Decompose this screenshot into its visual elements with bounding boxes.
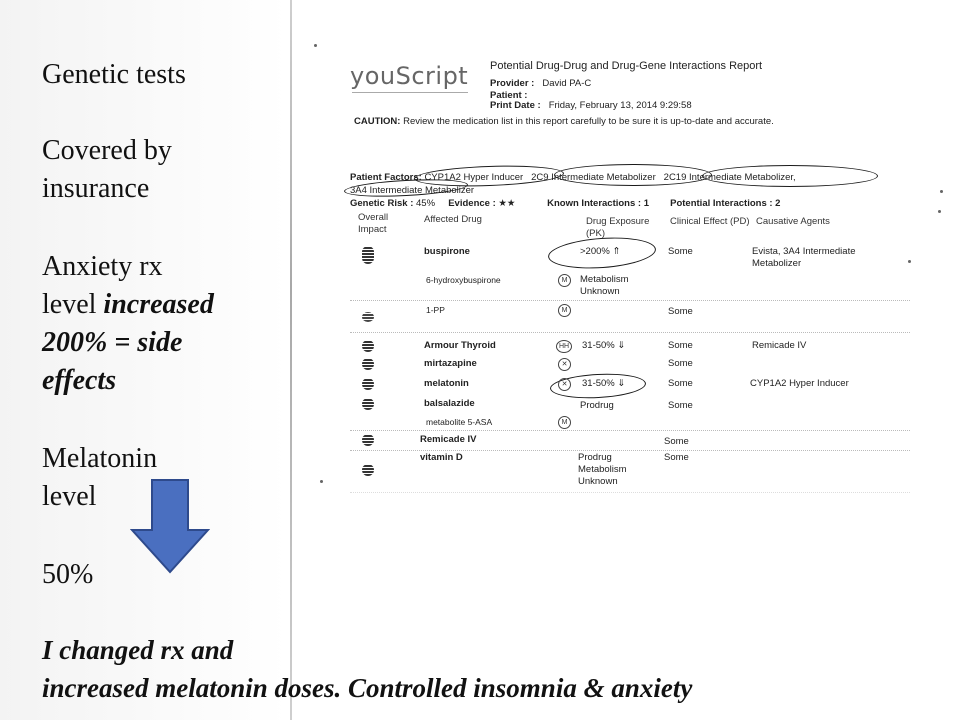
circle-annotation <box>554 164 712 186</box>
known-interactions: Known Interactions : 1 <box>547 198 649 209</box>
note-covered-by: Covered by <box>42 135 172 166</box>
provider-line <box>490 78 591 89</box>
provider-value: David PA-C <box>542 78 592 89</box>
note-200-percent: 200% = side <box>42 327 183 358</box>
table-row <box>350 416 910 436</box>
impact-icon <box>362 464 374 476</box>
print-date-value: Friday, February 13, 2014 9:29:58 <box>548 100 692 111</box>
evidence-label: Evidence : <box>448 198 496 209</box>
clinical-effect: Some <box>668 358 693 369</box>
causative-agents: CYP1A2 Hyper Inducer <box>750 378 849 389</box>
col-drug-exposure: Drug Exposure (PK) <box>586 216 650 239</box>
genetic-risk-value: 45% <box>416 198 436 209</box>
note-anxiety-rx: Anxiety rx <box>42 251 163 282</box>
drug-name: 1-PP <box>426 305 445 315</box>
table-row <box>350 274 910 297</box>
clinical-effect: Some <box>664 436 689 447</box>
table-row <box>350 378 910 398</box>
potential-interactions: Potential Interactions : 2 <box>670 198 781 209</box>
impact-icon <box>362 378 374 390</box>
interaction-icon: ✕ <box>558 378 571 391</box>
patient-factors-label: Patient Factors: <box>350 172 422 183</box>
interaction-icon: HH <box>556 340 572 353</box>
row-divider <box>350 450 910 451</box>
drug-name: buspirone <box>424 246 470 257</box>
table-row <box>350 340 910 360</box>
factor-cyp1a2: CYP1A2 Hyper Inducer <box>424 172 524 183</box>
causative-agents: Remicade IV <box>752 340 807 351</box>
impact-icon <box>362 312 374 322</box>
logo-underline <box>352 92 468 93</box>
impact-icon <box>362 398 374 410</box>
scanned-report <box>290 0 960 720</box>
drug-name: Armour Thyroid <box>424 340 496 351</box>
drug-name: metabolite 5-ASA <box>426 417 493 427</box>
drug-name: balsalazide <box>424 398 475 409</box>
drug-name: mirtazapine <box>424 358 477 369</box>
note-level-increased <box>42 286 214 324</box>
note-effects: effects <box>42 365 117 396</box>
provider-label: Provider : <box>490 78 535 89</box>
note-level-text: level <box>42 289 104 320</box>
circle-annotation <box>702 165 878 187</box>
row-divider <box>350 492 910 493</box>
drug-exposure: Prodrug Metabolism Unknown <box>578 452 627 487</box>
print-date-line <box>490 100 692 111</box>
scan-speck <box>314 44 317 47</box>
factor-3a4-line: 3A4 Intermediate Metabolizer <box>350 185 475 196</box>
table-row <box>350 434 910 454</box>
col-clinical-effect: Clinical Effect (PD) <box>670 216 750 227</box>
caution-line <box>354 116 774 127</box>
impact-icon <box>362 434 374 446</box>
impact-icon <box>362 358 374 370</box>
clinical-effect: Some <box>668 246 693 257</box>
row-divider <box>350 430 910 431</box>
note-genetic-tests: Genetic tests <box>42 59 186 90</box>
clinical-effect: Some <box>664 452 689 463</box>
drug-name: Remicade IV <box>420 434 477 445</box>
drug-name: vitamin D <box>420 452 463 463</box>
caution-text: Review the medication list in this report carefully to be sure it is up-to-date and accurate. <box>403 116 774 127</box>
scan-speck <box>940 190 943 193</box>
left-notes <box>42 0 292 720</box>
table-row <box>350 398 910 418</box>
clinical-effect: Some <box>668 306 693 317</box>
metabolite-icon: M <box>558 304 571 317</box>
note-insurance: insurance <box>42 173 150 204</box>
down-arrow-icon <box>130 478 210 574</box>
statement-line-1: I changed rx and <box>42 635 234 665</box>
table-row <box>350 304 910 324</box>
causative-agents: Evista, 3A4 Intermediate Metabolizer <box>752 246 856 269</box>
youscript-logo: youScript <box>350 62 469 90</box>
metabolite-icon: M <box>558 416 571 429</box>
note-50-percent: 50% <box>42 559 94 590</box>
clinical-effect: Some <box>668 400 693 411</box>
col-overall-impact: Overall Impact <box>358 212 389 235</box>
factor-2c19: 2C19 Intermediate Metabolizer, <box>663 172 796 183</box>
drug-exposure: 31-50% ⇓ <box>582 340 626 351</box>
table-row <box>350 358 910 378</box>
factor-2c9: 2C9 Intermediate Metabolizer <box>531 172 656 183</box>
scan-edge <box>290 0 292 720</box>
metabolite-icon: M <box>558 274 571 287</box>
table-row <box>350 246 910 269</box>
caution-label: CAUTION: <box>354 116 401 127</box>
table-row <box>350 452 910 487</box>
note-melatonin: Melatonin <box>42 443 158 474</box>
col-affected-drug: Affected Drug <box>424 214 482 225</box>
impact-icon <box>362 340 374 352</box>
drug-name: melatonin <box>424 378 469 389</box>
scan-speck <box>320 480 323 483</box>
scan-speck <box>938 210 941 213</box>
genetic-risk-label: Genetic Risk : <box>350 198 414 209</box>
risk-line <box>350 198 780 209</box>
drug-exposure: Metabolism Unknown <box>580 274 629 297</box>
evidence-stars: ★★ <box>498 198 516 209</box>
clinical-effect: Some <box>668 378 693 389</box>
drug-exposure: Prodrug <box>580 400 614 411</box>
col-causative-agents: Causative Agents <box>756 216 830 227</box>
row-divider <box>350 300 910 301</box>
impact-icon <box>362 246 374 264</box>
report-title: Potential Drug-Drug and Drug-Gene Interactions Report <box>490 60 763 72</box>
row-divider <box>350 332 910 333</box>
clinical-effect: Some <box>668 340 693 351</box>
print-date-label: Print Date : <box>490 100 541 111</box>
drug-exposure: 31-50% ⇓ <box>582 378 626 389</box>
drug-exposure: >200% ⇑ <box>580 246 621 257</box>
interaction-icon: ✕ <box>558 358 571 371</box>
note-increased-text: increased <box>103 289 214 320</box>
statement-line-2: increased melatonin doses. Controlled insomnia & anxiety <box>42 673 693 703</box>
drug-name: 6-hydroxybuspirone <box>426 275 501 285</box>
patient-label: Patient : <box>490 90 528 101</box>
note-level: level <box>42 481 97 512</box>
